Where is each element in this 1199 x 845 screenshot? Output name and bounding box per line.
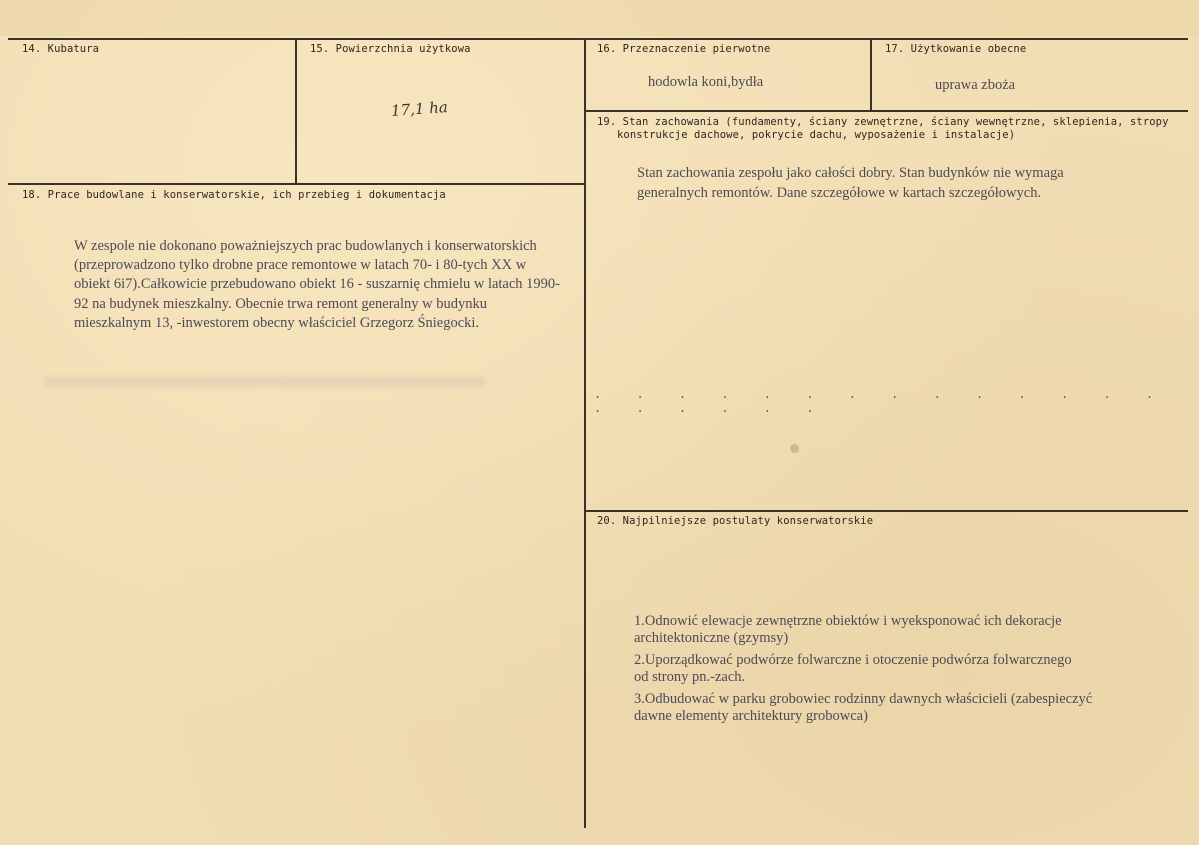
- col-divider-16-17: [870, 38, 872, 111]
- field-20-line: architektoniczne (gzymsy): [634, 630, 789, 646]
- paper-stain: [790, 444, 799, 453]
- field-19-line: generalnych remontów. Dane szczegółowe w kartach szczegółowych.: [637, 185, 1042, 201]
- field-19-line: Stan zachowania zespołu jako całości dobry. Stan budynków nie wymaga: [637, 165, 1064, 181]
- field-17-value: uprawa zboża: [935, 77, 1016, 93]
- field-15-label: 15. Powierzchnia użytkowa: [310, 43, 471, 55]
- field-15-value: 17,1 ha: [390, 98, 449, 120]
- divider-20-line: [586, 510, 1188, 512]
- col-divider-main: [584, 38, 586, 828]
- field-20-line: od strony pn.-zach.: [634, 669, 746, 685]
- field-19-label-line2: konstrukcje dachowe, pokrycie dachu, wyposażenie i instalacje): [617, 129, 1016, 141]
- field-19-label-line1: 19. Stan zachowania (fundamenty, ściany zewnętrzne, ściany wewnętrzne, sklepienia, stropy: [597, 116, 1169, 128]
- field-18-line: mieszkalnym 13, -inwestorem obecny właściciel Grzegorz Śniegocki.: [74, 315, 480, 331]
- field-18-line: W zespole nie dokonano poważniejszych prac budowlanych i konserwatorskich: [74, 238, 537, 254]
- field-18-label: 18. Prace budowlane i konserwatorskie, ich przebieg i dokumentacja: [22, 189, 446, 201]
- dotted-guide: . . . . . . . . . . . . . . . . . . . .: [594, 387, 1168, 415]
- field-18-line: obiekt 6i7).Całkowicie przebudowano obiekt 16 - suszarnię chmielu w latach 1990-: [74, 276, 561, 292]
- field-20-line: 3.Odbudować w parku grobowiec rodzinny dawnych właścicieli (zabespieczyć: [634, 691, 1093, 707]
- top-border-line: [8, 38, 1188, 40]
- field-18-line: 92 na budynek mieszkalny. Obecnie trwa remont generalny w budynku: [74, 296, 487, 312]
- col-divider-14-15: [295, 38, 297, 184]
- field-20-label: 20. Najpilniejsze postulaty konserwatorskie: [597, 515, 874, 527]
- erased-text-smudge: [45, 377, 485, 387]
- field-16-label: 16. Przeznaczenie pierwotne: [597, 43, 771, 55]
- field-20-line: dawne elementy architektury grobowca): [634, 708, 868, 724]
- field-18-line: (przeprowadzono tylko drobne prace remontowe w latach 70- i 80-tych XX w: [74, 257, 527, 273]
- paper-top-edge: [0, 0, 1199, 36]
- field-17-label: 17. Użytkowanie obecne: [885, 43, 1027, 55]
- field-14-label: 14. Kubatura: [22, 43, 100, 55]
- field-20-line: 2.Uporządkować podwórze folwarczne i otoczenie podwórza folwarcznego: [634, 652, 1072, 668]
- field-20-line: 1.Odnowić elewacje zewnętrzne obiektów i wyeksponować ich dekoracje: [634, 613, 1062, 629]
- divider-19-line: [586, 110, 1188, 112]
- field-16-value: hodowla koni,bydła: [648, 74, 764, 90]
